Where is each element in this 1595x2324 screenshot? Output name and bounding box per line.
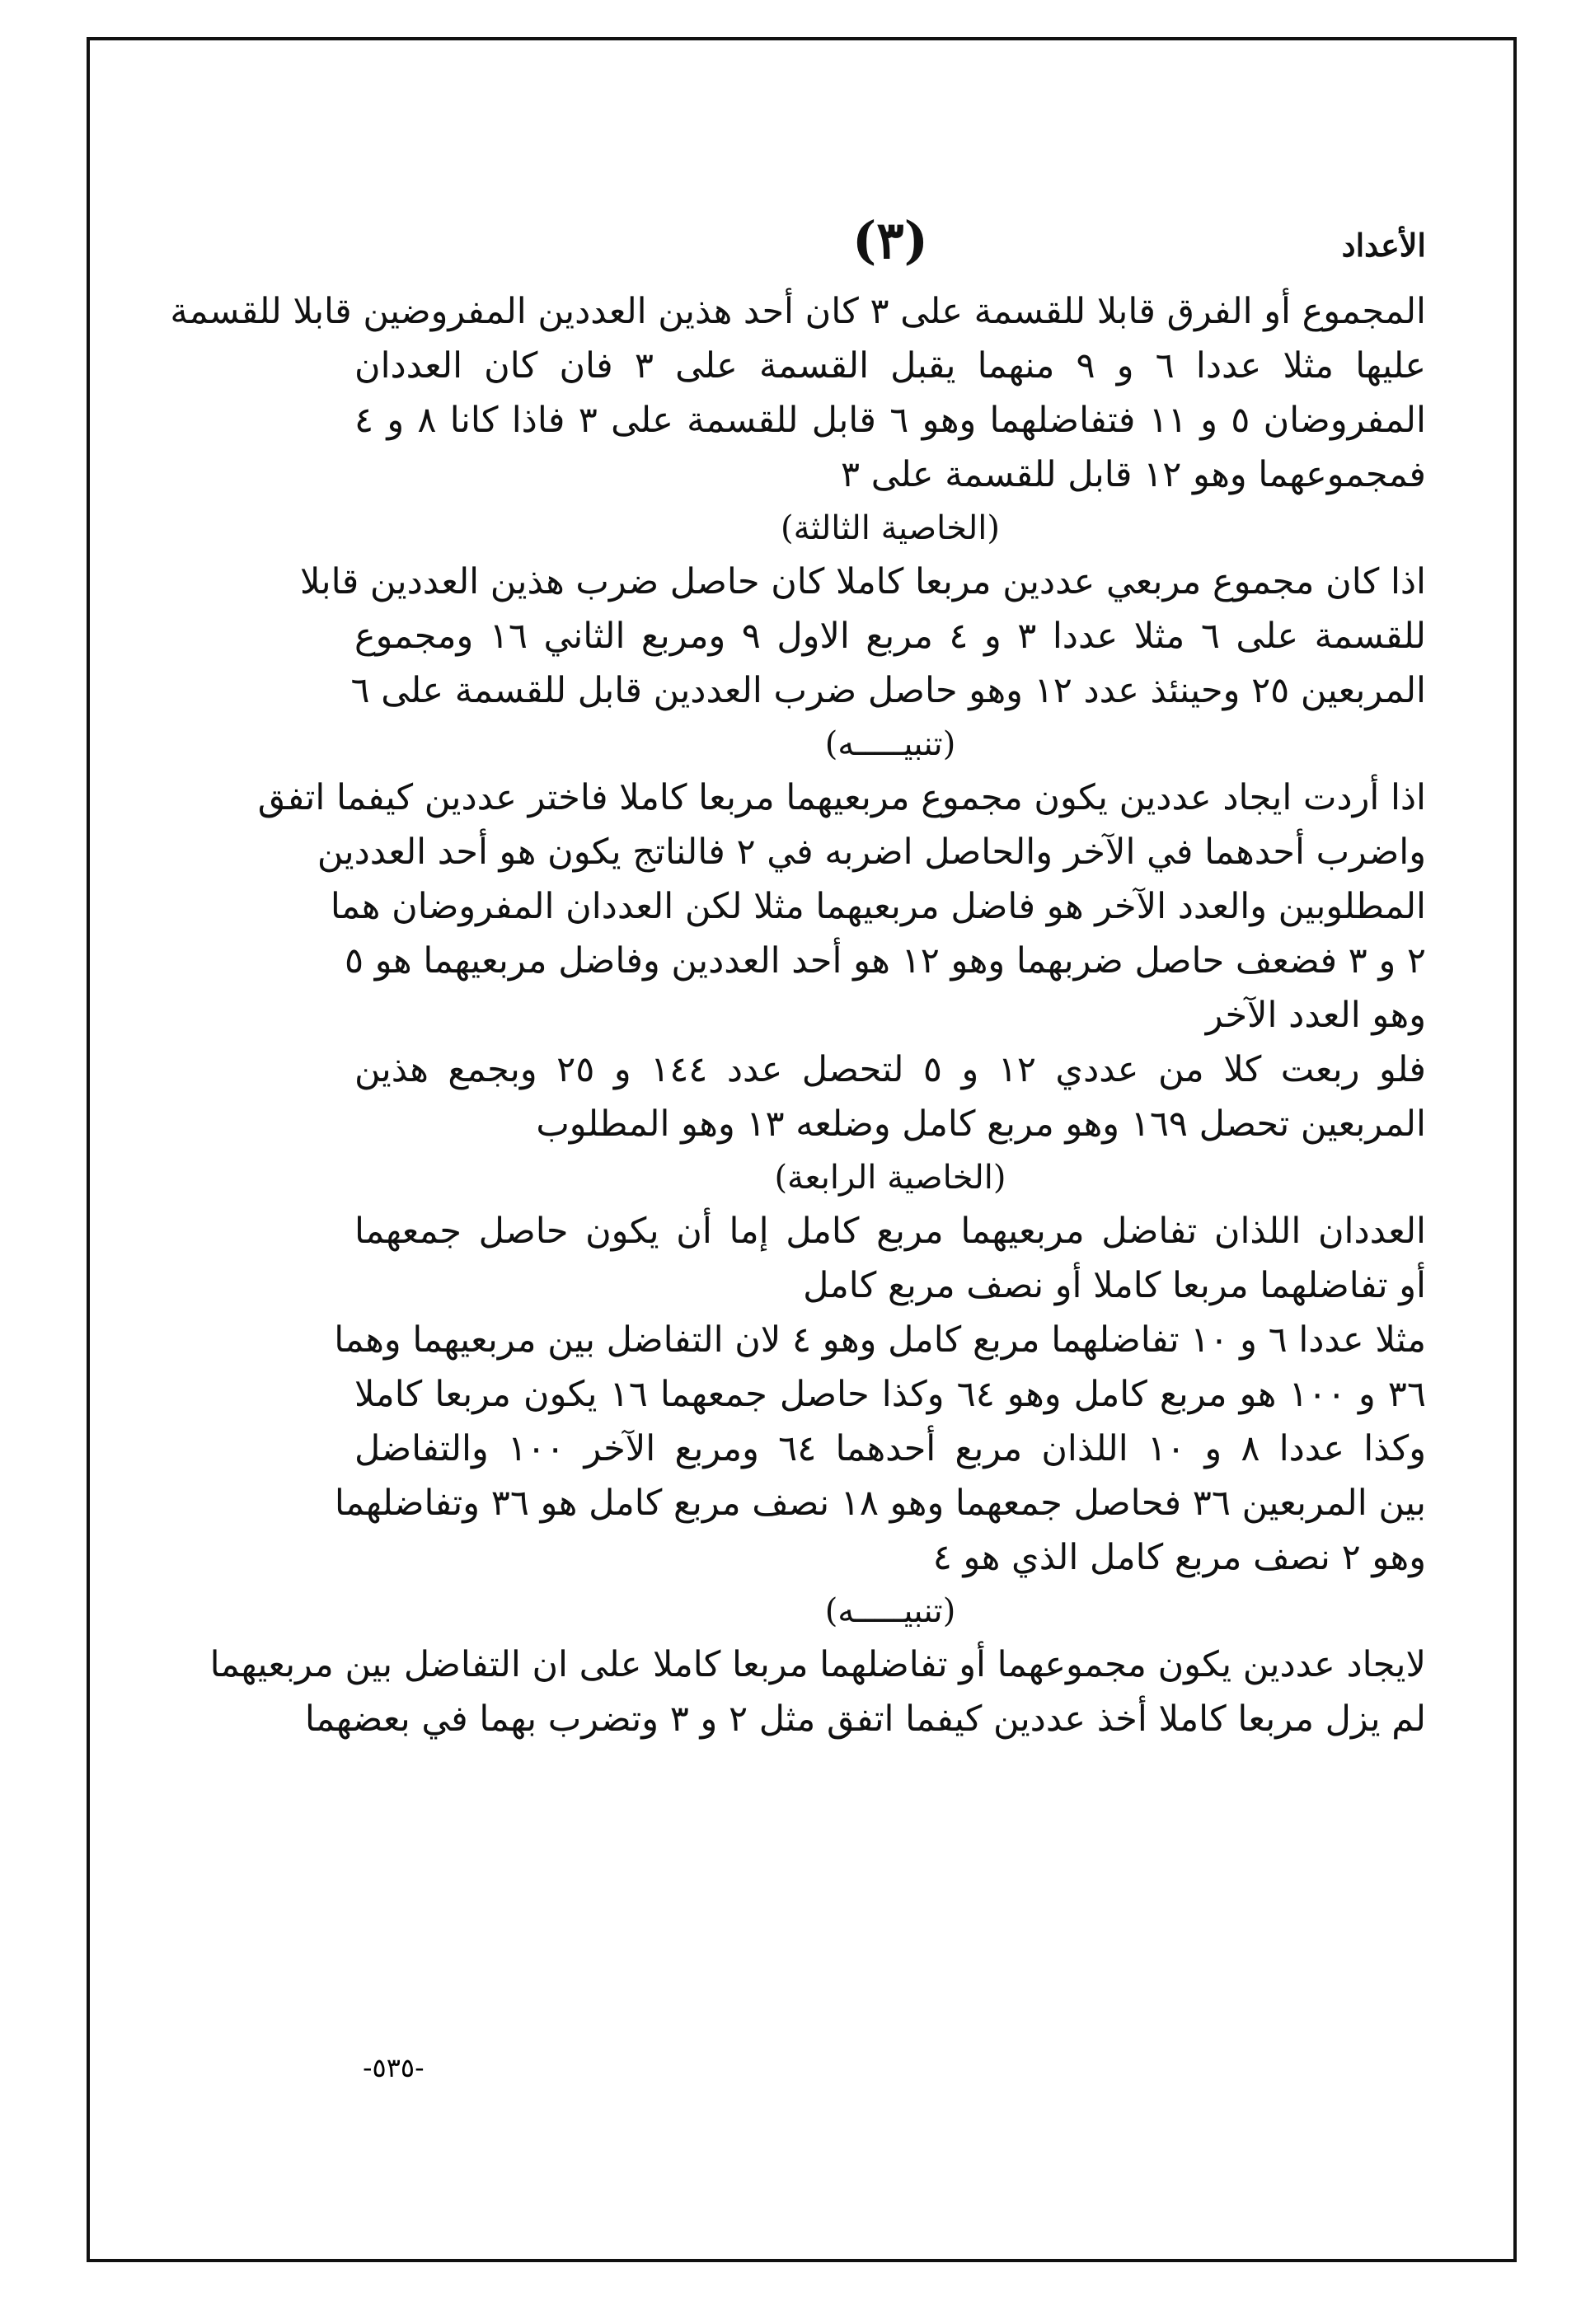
text-line: فلو ربعت كلا من عددي ١٢ و ٥ لتحصل عدد ١٤٤ و ٢٥ وبجمع هذين [354,1049,1426,1090]
text-line: المطلوبين والعدد الآخر هو فاضل مربعيهما مثلا لكن العددان المفروضان هما [330,886,1426,927]
page-number: (٣) [852,210,928,270]
text-line: وهو العدد الآخر [1205,995,1426,1036]
text-line: المربعين تحصل ١٦٩ وهو مربع كامل وضلعه ١٣ وهو المطلوب [536,1103,1426,1145]
text-line: ٢ و ٣ فضعف حاصل ضربهما وهو ١٢ هو أحد العددين وفاضل مربعيهما هو ٥ [345,940,1426,982]
section-heading: (تنبيـــــه) [824,725,956,763]
text-line: عليها مثلا عددا ٦ و ٩ منهما يقبل القسمة على ٣ فان كان العددان [354,345,1426,387]
text-line: بين المربعين ٣٦ فحاصل جمعهما وهو ١٨ نصف مربع كامل هو ٣٦ وتفاضلهما [334,1483,1426,1524]
section-heading: (تنبيـــــه) [824,1592,956,1630]
text-line: اذا كان مجموع مربعي عددين مربعا كاملا كان حاصل ضرب هذين العددين قابلا [299,561,1426,602]
section-title: الأعداد [1341,227,1426,264]
section-heading: (الخاصية الرابعة) [774,1159,1006,1197]
text-line: أو تفاضلهما مربعا كاملا أو نصف مربع كامل [803,1265,1426,1306]
text-line: وهو ٢ نصف مربع كامل الذي هو ٤ [932,1537,1426,1578]
text-line: واضرب أحدهما في الآخر والحاصل اضربه في ٢ فالناتج يكون هو أحد العددين [317,832,1426,873]
text-line: لايجاد عددين يكون مجموعهما أو تفاضلهما مربعا كاملا على ان التفاضل بين مربعيهما [209,1644,1426,1685]
document-body [170,284,1426,1746]
document-page [170,210,1426,2155]
section-heading: (الخاصية الثالثة) [781,509,1000,547]
text-line: لم يزل مربعا كاملا أخذ عددين كيفما اتفق مثل ٢ و ٣ وتضرب بهما في بعضهما [304,1698,1426,1740]
text-line: وكذا عددا ٨ و ١٠ اللذان مربع أحدهما ٦٤ ومربع الآخر ١٠٠ والتفاضل [354,1428,1426,1469]
text-line: المربعين ٢٥ وحينئذ عدد ١٢ وهو حاصل ضرب العددين قابل للقسمة على ٦ [350,670,1426,711]
text-line: المجموع أو الفرق قابلا للقسمة على ٣ كان أحد هذين العددين المفروضين قابلا للقسمة [170,291,1426,332]
footer-page-label: -٥٣٥- [363,2052,425,2083]
text-line: العددان اللذان تفاضل مربعيهما مربع كامل إما أن يكون حاصل جمعهما [354,1211,1426,1252]
text-line: فمجموعهما وهو ١٢ قابل للقسمة على ٣ [841,454,1426,495]
text-line: للقسمة على ٦ مثلا عددا ٣ و ٤ مربع الاول ٩ ومربع الثاني ١٦ ومجموع [354,616,1426,657]
text-line: اذا أردت ايجاد عددين يكون مجموع مربعيهما مربعا كاملا فاختر عددين كيفما اتفق [257,777,1426,818]
page-header [354,210,1426,284]
text-line: مثلا عددا ٦ و ١٠ تفاضلهما مربع كامل وهو ٤ لان التفاضل بين مربعيهما وهما [334,1319,1426,1361]
text-line: المفروضان ٥ و ١١ فتفاضلهما وهو ٦ قابل للقسمة على ٣ فاذا كانا ٨ و ٤ [354,400,1426,441]
text-line: ٣٦ و ١٠٠ هو مربع كامل وهو ٦٤ وكذا حاصل جمعهما ١٦ يكون مربعا كاملا [354,1374,1426,1415]
